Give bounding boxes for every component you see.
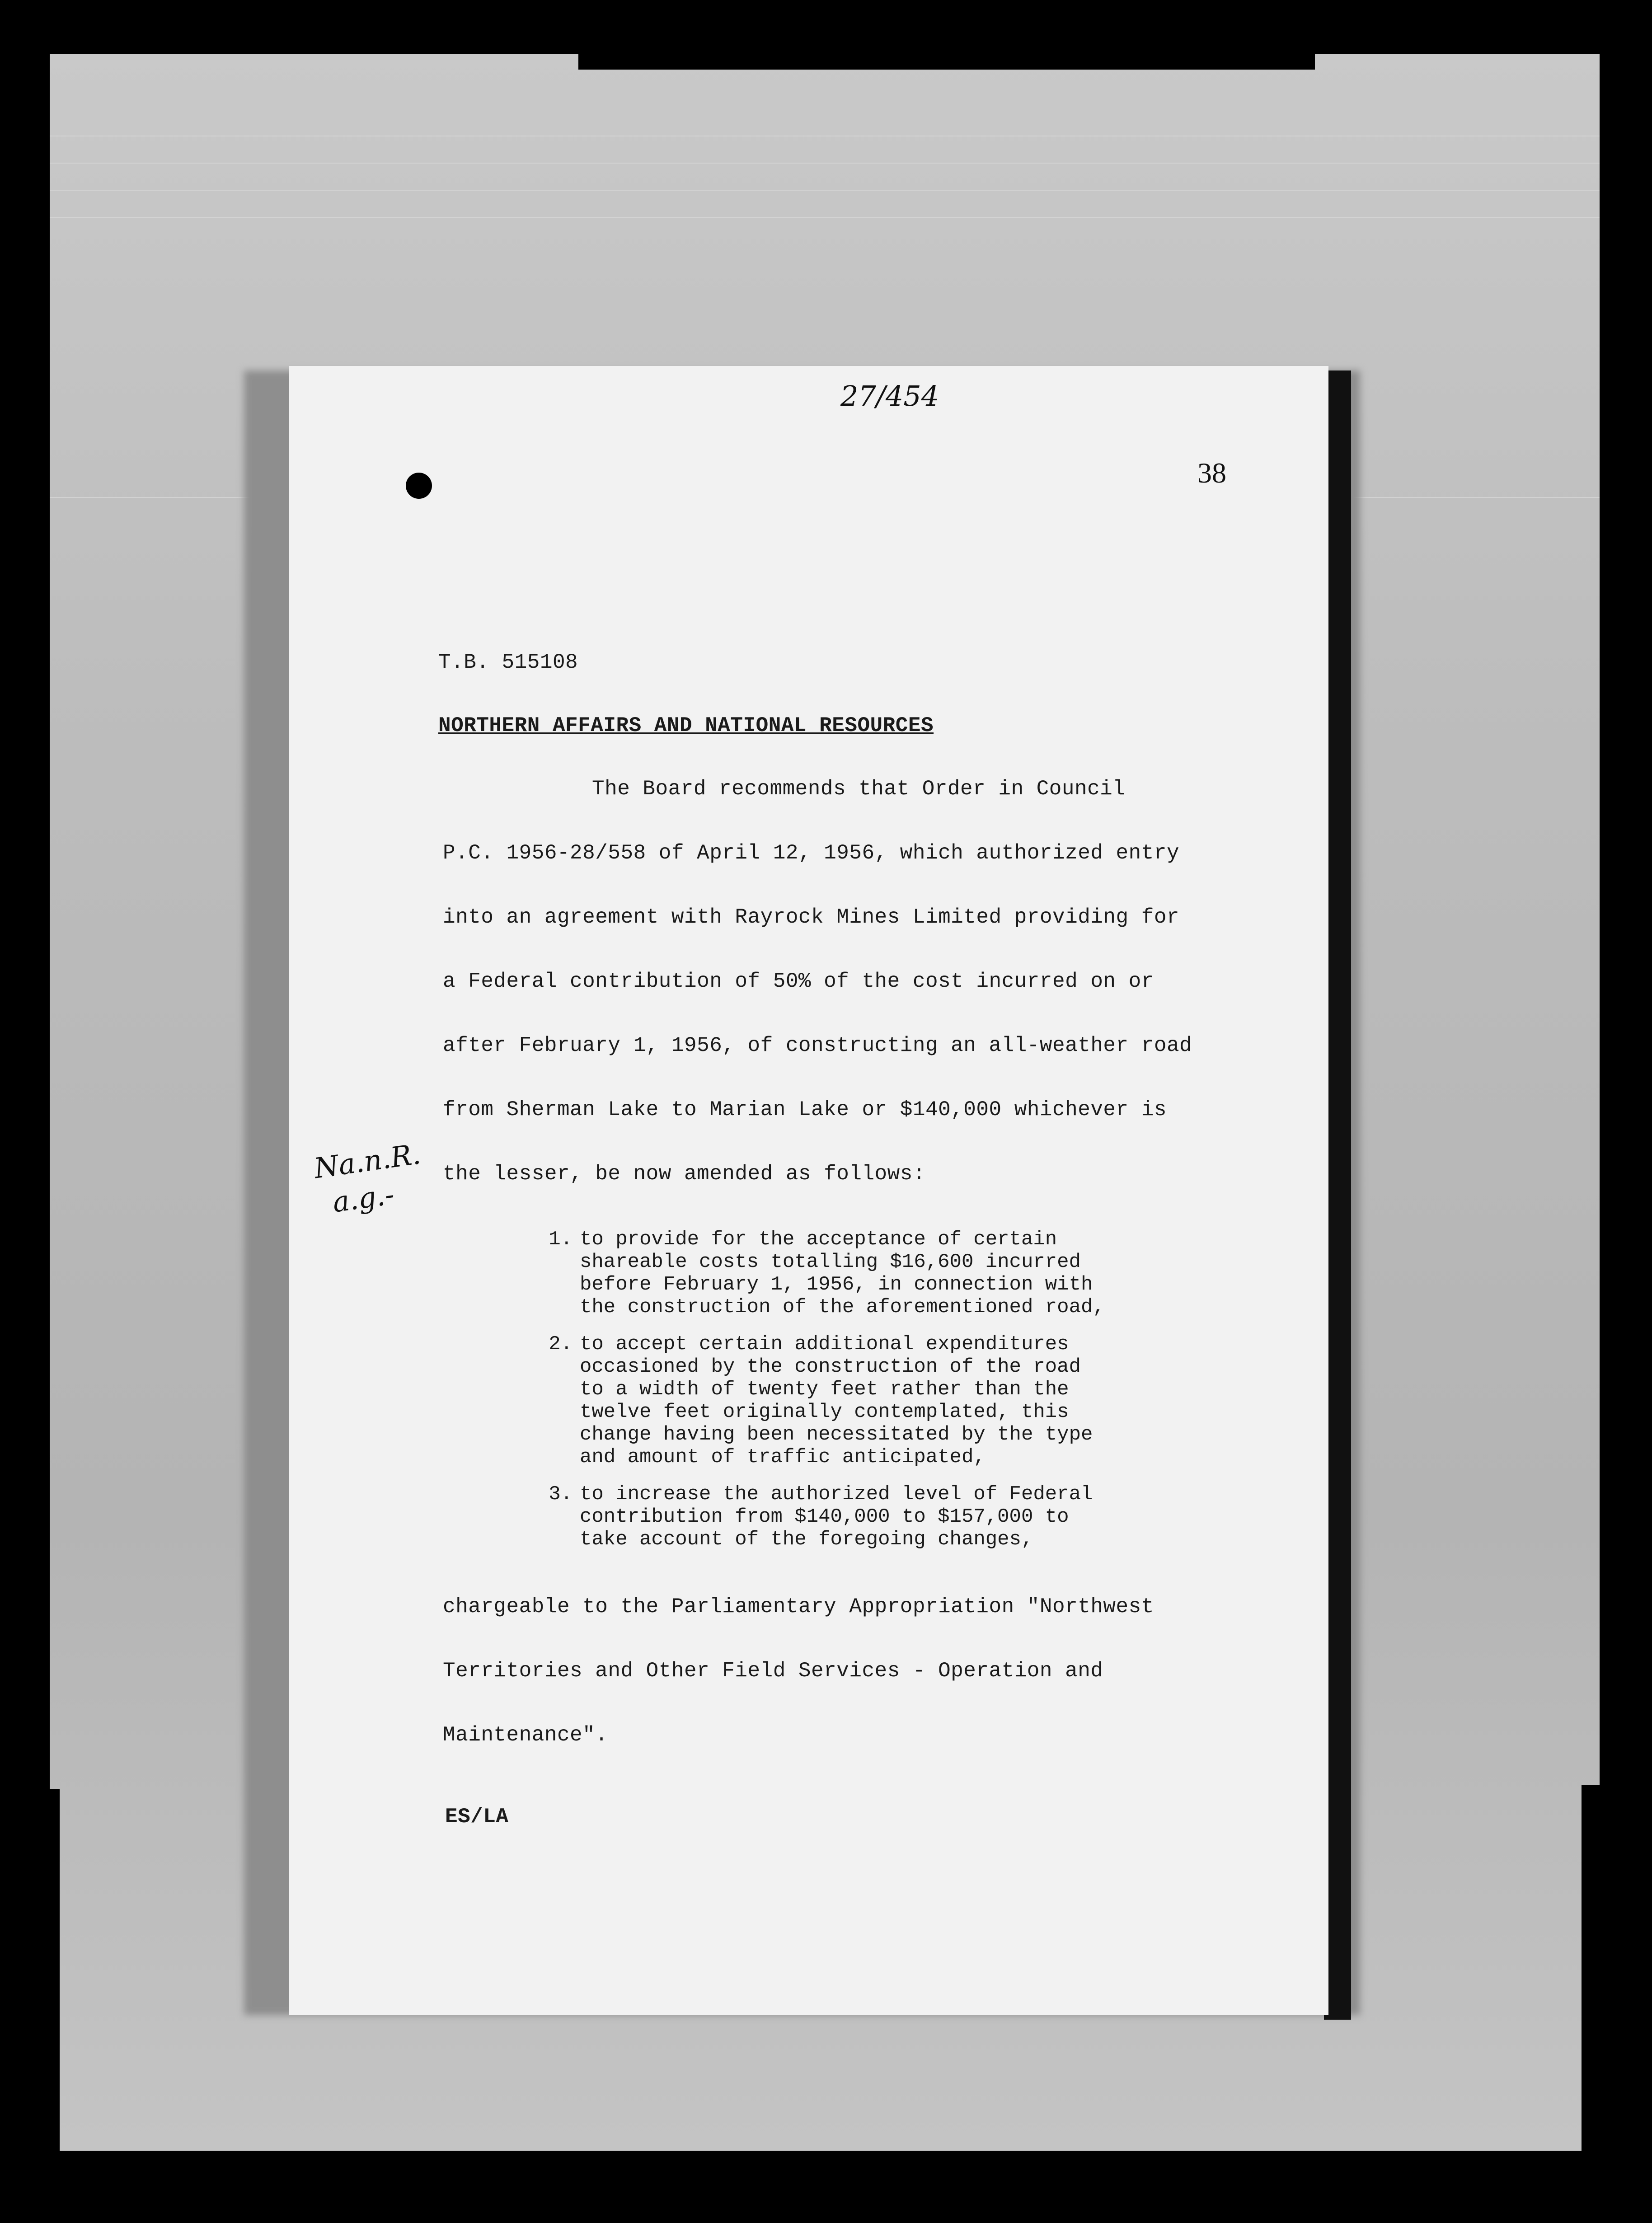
list-item (531, 1333, 1093, 1468)
list-item (531, 1228, 1105, 1318)
body-line: a Federal contribution of 50% of the cost incurred on or (443, 970, 1154, 993)
list-item-text: to provide for the acceptance of certain shareable costs totalling $16,600 incurred before February 1, 1956, in connection with the construction of the aforementioned road, (580, 1228, 1105, 1318)
body-line: from Sherman Lake to Marian Lake or $140,000 whichever is (443, 1098, 1167, 1121)
closing-line: chargeable to the Parliamentary Appropriation "Northwest (443, 1595, 1154, 1618)
list-item (531, 1483, 1093, 1551)
list-item-text: to accept certain additional expenditures occasioned by the construction of the road to a width of twenty feet rather than the twelve feet originally contemplated, this change having been necessitated by the type and amount of traffic anticipated, (580, 1333, 1093, 1468)
body-line: into an agreement with Rayrock Mines Limited providing for (443, 905, 1180, 929)
list-item-text: to increase the authorized level of Federal contribution from $140,000 to $157,000 to take account of the foregoing changes, (580, 1483, 1093, 1551)
frame-notch-right (1582, 1785, 1609, 2155)
handwritten-margin-note (312, 1136, 428, 1222)
closing-line: Maintenance". (443, 1723, 608, 1747)
frame-notch-left (45, 1789, 60, 2160)
body-line: the lesser, be now amended as follows: (443, 1162, 925, 1186)
list-item-number: 1. (549, 1228, 573, 1251)
page-number: 38 (1197, 457, 1226, 489)
list-item-number: 2. (549, 1333, 573, 1355)
closing-line: Territories and Other Field Services - Operation and (443, 1659, 1103, 1683)
margin-note-line-1: Na.n.R. (312, 1137, 423, 1185)
document-sheet (289, 366, 1328, 2015)
body-line: The Board recommends that Order in Council (592, 777, 1126, 801)
frame-notch-top (578, 54, 1315, 70)
body-line: P.C. 1956-28/558 of April 12, 1956, which authorized entry (443, 841, 1180, 865)
typist-initials: ES/LA (445, 1805, 509, 1829)
margin-note-line-2: a.g.- (330, 1177, 397, 1219)
reference-number: T.B. 515108 (438, 651, 578, 674)
body-line: after February 1, 1956, of constructing an all-weather road (443, 1034, 1192, 1057)
punch-hole (406, 473, 432, 499)
list-item-number: 3. (549, 1483, 573, 1505)
handwritten-file-number: 27/454 (840, 380, 939, 413)
department-heading: NORTHERN AFFAIRS AND NATIONAL RESOURCES (438, 714, 934, 737)
